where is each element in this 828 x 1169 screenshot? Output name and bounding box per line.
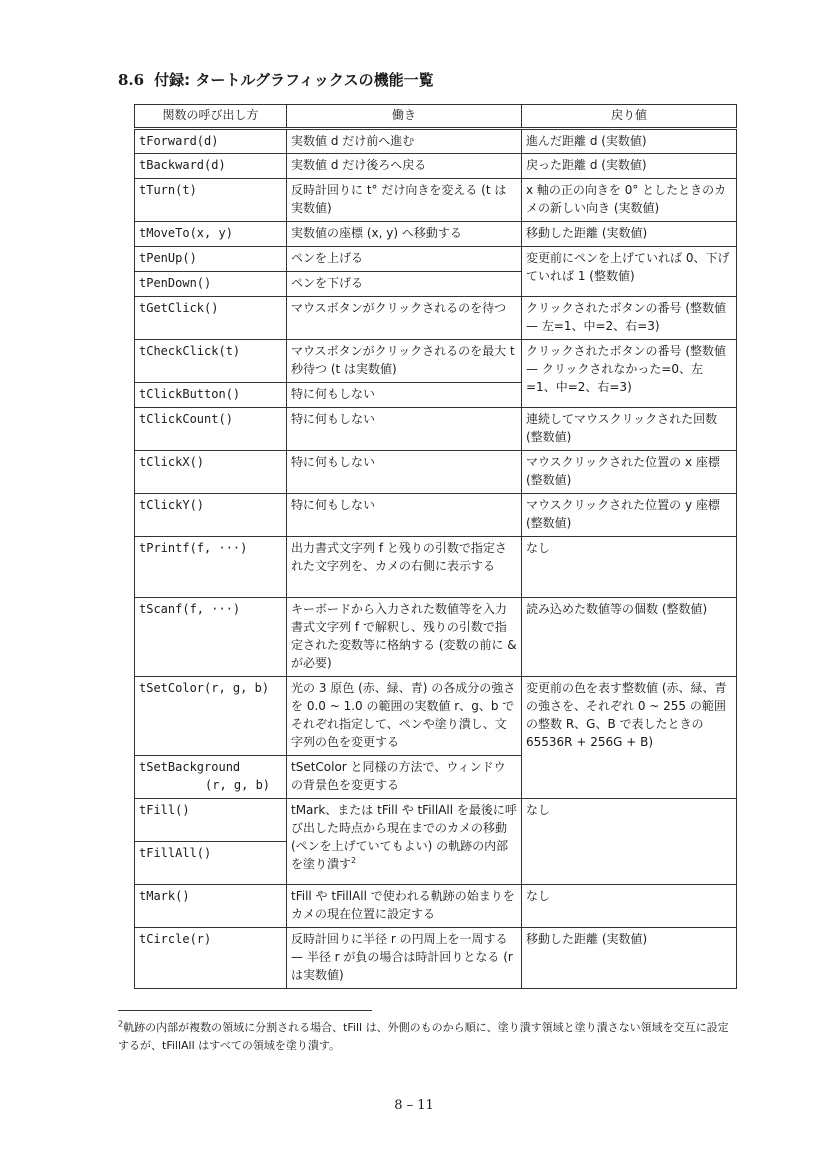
action-cell: ペンを下げる <box>287 272 522 297</box>
table-row <box>135 677 737 756</box>
return-cell: 読み込めた数値等の個数 (整数値) <box>522 598 737 677</box>
return-cell: マウスクリックされた位置の y 座標 (整数値) <box>522 494 737 537</box>
fn-cell: tPenDown() <box>135 272 287 297</box>
table-row <box>135 408 737 451</box>
fn-cell: tPrintf(f, ···) <box>135 537 287 598</box>
fn-cell: tClickX() <box>135 451 287 494</box>
table-row <box>135 222 737 247</box>
return-cell: 戻った距離 d (実数値) <box>522 154 737 179</box>
footnote-text: 軌跡の内部が複数の領域に分割される場合、tFill は、外側のものから順に、塗り潰す領域と塗り潰さない領域を交互に設定するが、tFillAll はすべての領域を塗り潰す。 <box>118 1021 729 1052</box>
action-cell: tSetColor と同様の方法で、ウィンドウの背景色を変更する <box>287 756 522 799</box>
footnote <box>118 1019 738 1055</box>
fn-args: (r, g, b) <box>205 778 271 792</box>
return-cell: なし <box>522 885 737 928</box>
action-cell: マウスボタンがクリックされるのを最大 t 秒待つ (t は実数値) <box>287 340 522 383</box>
fn-cell: tPenUp() <box>135 247 287 272</box>
table-row <box>135 928 737 989</box>
fn-name: tSetBackground <box>139 760 241 774</box>
action-cell: 出力書式文字列 f と残りの引数で指定された文字列を、カメの右側に表示する <box>287 537 522 598</box>
fn-cell: tCircle(r) <box>135 928 287 989</box>
return-cell: なし <box>522 799 737 885</box>
return-cell: 変更前にペンを上げていれば 0、下げていれば 1 (整数値) <box>522 247 737 297</box>
footnote-mark: 2 <box>118 1019 124 1029</box>
fn-cell: tBackward(d) <box>135 154 287 179</box>
action-cell: 光の 3 原色 (赤、緑、青) の各成分の強さを 0.0 ~ 1.0 の範囲の実数値 r、g、b でそれぞれ指定して、ペンや塗り潰し、文字列の色を変更する <box>287 677 522 756</box>
action-cell: 特に何もしない <box>287 383 522 408</box>
return-cell: 移動した距離 (実数値) <box>522 928 737 989</box>
function-table <box>134 104 737 989</box>
table-row <box>135 451 737 494</box>
table-header-row <box>135 105 737 129</box>
table-row <box>135 598 737 677</box>
header-action: 働き <box>287 105 522 129</box>
fn-cell: tForward(d) <box>135 129 287 154</box>
section-title: 付録: タートルグラフィックスの機能一覧 <box>154 71 434 89</box>
section-heading <box>118 69 434 90</box>
table-row <box>135 537 737 598</box>
section-number: 8.6 <box>118 71 145 89</box>
action-cell: 反時計回りに t° だけ向きを変える (t は実数値) <box>287 179 522 222</box>
fn-cell: tFillAll() <box>135 842 287 885</box>
action-cell: 実数値 d だけ後ろへ戻る <box>287 154 522 179</box>
header-call: 関数の呼び出し方 <box>135 105 287 129</box>
action-cell: 反時計回りに半径 r の円周上を一周する — 半径 r が負の場合は時計回りとなる (r は実数値) <box>287 928 522 989</box>
action-cell: 特に何もしない <box>287 408 522 451</box>
fn-cell: tMark() <box>135 885 287 928</box>
action-text: tMark、または tFill や tFillAll を最後に呼び出した時点から現在までのカメの移動 (ペンを上げていてもよい) の軌跡の内部を塗り潰す <box>291 803 517 871</box>
return-cell: クリックされたボタンの番号 (整数値 — クリックされなかった=0、左=1、中=2、右=3) <box>522 340 737 408</box>
table-row <box>135 885 737 928</box>
action-cell: 特に何もしない <box>287 494 522 537</box>
return-cell: 変更前の色を表す整数値 (赤、緑、青の強さを、それぞれ 0 ~ 255 の範囲の整数 R、G、B で表したときの 65536R + 256G + B) <box>522 677 737 799</box>
fn-cell: tCheckClick(t) <box>135 340 287 383</box>
table-row <box>135 179 737 222</box>
action-cell: キーボードから入力された数値等を入力書式文字列 f で解釈し、残りの引数で指定された変数等に格納する (変数の前に & が必要) <box>287 598 522 677</box>
return-cell: なし <box>522 537 737 598</box>
table-row <box>135 494 737 537</box>
header-return: 戻り値 <box>522 105 737 129</box>
fn-cell: tGetClick() <box>135 297 287 340</box>
fn-cell: tClickCount() <box>135 408 287 451</box>
table-row <box>135 247 737 272</box>
fn-cell: tTurn(t) <box>135 179 287 222</box>
return-cell: マウスクリックされた位置の x 座標 (整数値) <box>522 451 737 494</box>
fn-cell: tFill() <box>135 799 287 842</box>
page-number: 8 – 11 <box>394 1098 434 1113</box>
action-cell <box>287 799 522 885</box>
return-cell: 移動した距離 (実数値) <box>522 222 737 247</box>
action-cell: tFill や tFillAll で使われる軌跡の始まりをカメの現在位置に設定する <box>287 885 522 928</box>
table-row <box>135 297 737 340</box>
action-cell: 実数値 d だけ前へ進む <box>287 129 522 154</box>
table-row <box>135 799 737 842</box>
fn-cell: tScanf(f, ···) <box>135 598 287 677</box>
action-cell: マウスボタンがクリックされるのを待つ <box>287 297 522 340</box>
table-row <box>135 154 737 179</box>
action-cell: 特に何もしない <box>287 451 522 494</box>
return-cell: 進んだ距離 d (実数値) <box>522 129 737 154</box>
fn-cell: tClickButton() <box>135 383 287 408</box>
fn-cell: tMoveTo(x, y) <box>135 222 287 247</box>
table-row <box>135 129 737 154</box>
table-row <box>135 340 737 383</box>
return-cell: x 軸の正の向きを 0° としたときのカメの新しい向き (実数値) <box>522 179 737 222</box>
return-cell: クリックされたボタンの番号 (整数値 — 左=1、中=2、右=3) <box>522 297 737 340</box>
footnote-ref: 2 <box>351 856 357 865</box>
return-cell: 連続してマウスクリックされた回数 (整数値) <box>522 408 737 451</box>
fn-cell: tClickY() <box>135 494 287 537</box>
footnote-rule <box>118 1010 372 1011</box>
fn-cell: tSetColor(r, g, b) <box>135 677 287 756</box>
action-cell: 実数値の座標 (x, y) へ移動する <box>287 222 522 247</box>
fn-cell <box>135 756 287 799</box>
action-cell: ペンを上げる <box>287 247 522 272</box>
